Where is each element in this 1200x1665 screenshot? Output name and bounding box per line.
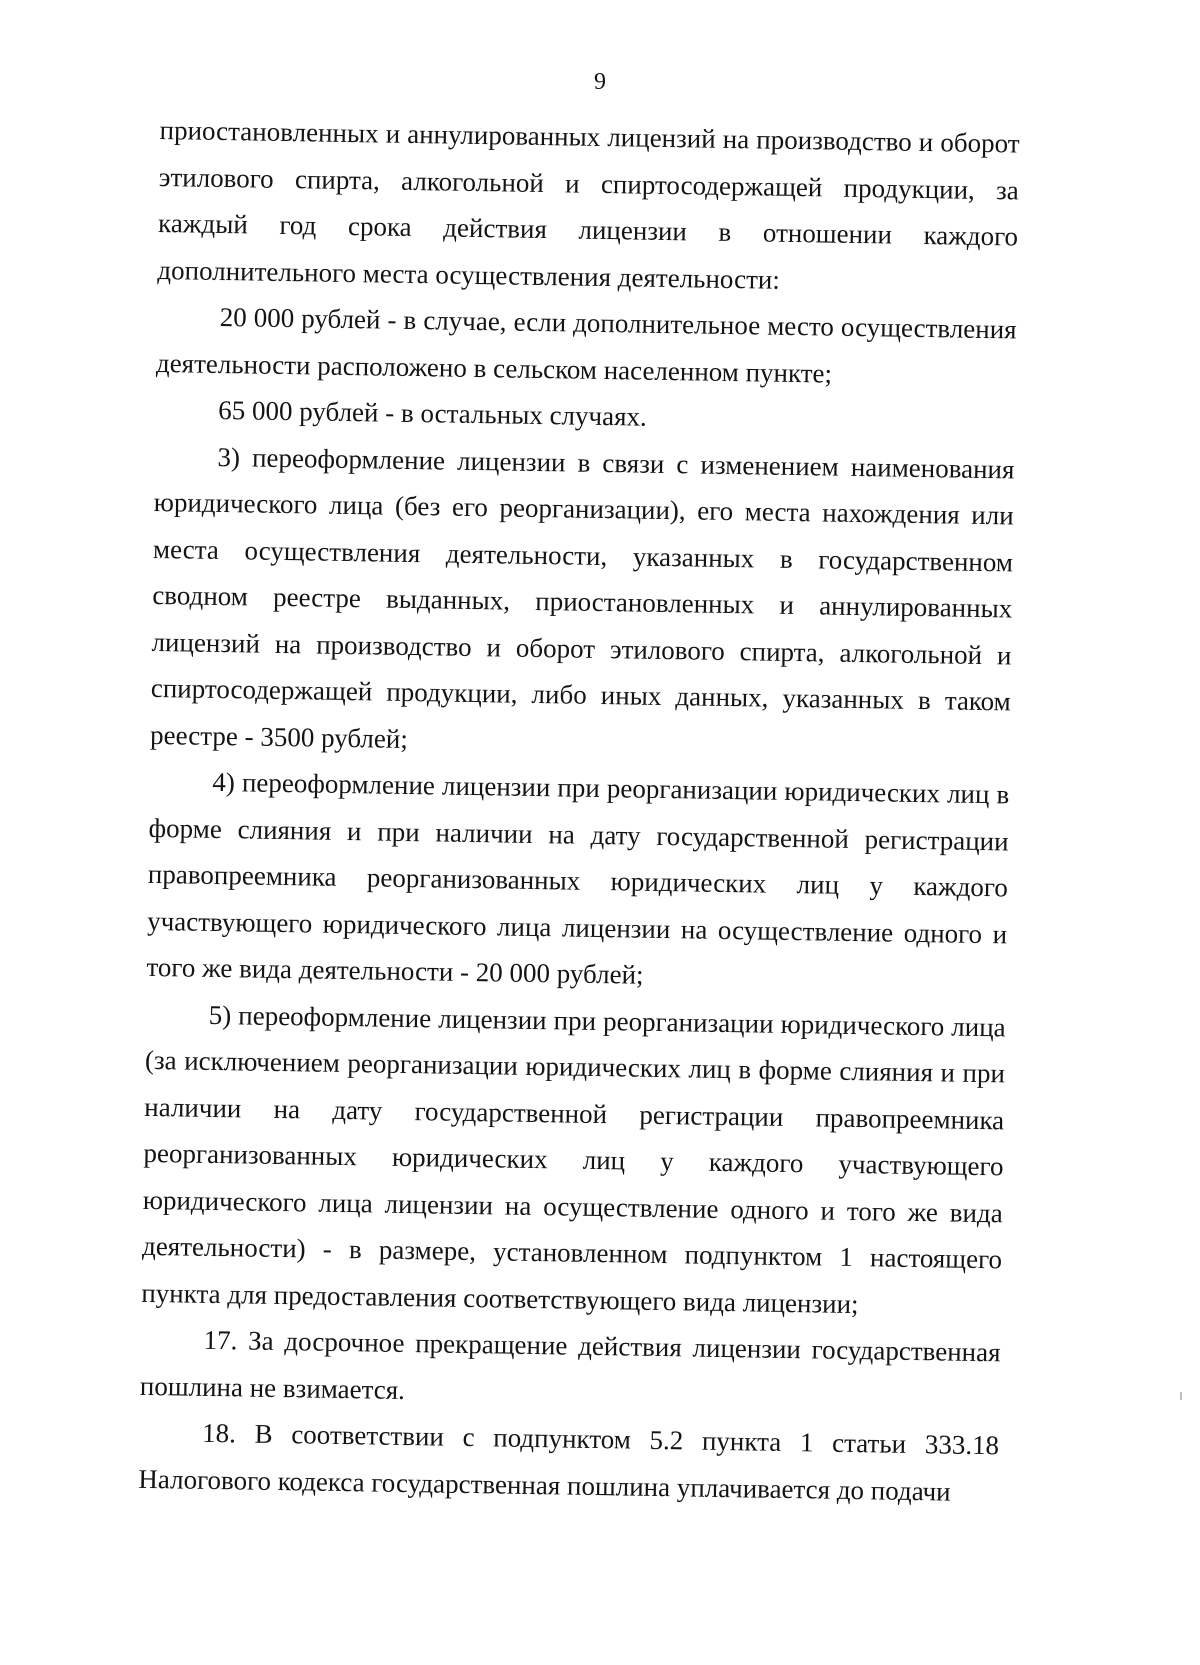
paragraph-item-4: 4) переоформление лицензии при реорганизации юридических лиц в форме слияния и при наличии на дату государственной регистрации правопреемника реорганизованных юридических лиц у каждого участвующего юридического лица лицензии на осуществление одного и того же вида деятельности - 20 000 рублей; xyxy=(146,766,1010,990)
page-number: 9 xyxy=(594,69,606,95)
paragraph-continuation: приостановленных и аннулированных лицензий на производство и оборот этилового спирта, алкогольной и спиртосодержащей продукции, за каждый год срока действия лицензии в отношении каждого дополнительного места осуществления деятельности: xyxy=(157,114,1020,295)
document-body xyxy=(138,107,1020,1515)
paragraph-item-3: 3) переоформление лицензии в связи с изменением наименования юридического лица (без его реорганизации), его места нахождения или места осуществления деятельности, указанных в государственном сводном реестре выданных, приостановленных и аннулированных лицензий на производство и оборот этилового спирта, алкогольной и спиртосодержащей продукции, либо иных данных, указанных в таком реестре - 3500 рублей; xyxy=(149,441,1015,754)
paragraph-clause-17: 17. За досрочное прекращение действия лицензии государственная пошлина не взимается. xyxy=(139,1324,1001,1405)
paragraph-clause-18: 18. В соответствии с подпунктом 5.2 пункта 1 статьи 333.18 Налогового кодекса государственная пошлина уплачивается до подачи xyxy=(138,1417,1000,1507)
paragraph-item-5: 5) переоформление лицензии при реорганизации юридического лица (за исключением реорганизации юридических лиц в форме слияния и при наличии на дату государственной регистрации правопреемника реорганизованных юридических лиц у каждого участвующего юридического лица лицензии на осуществление одного и того же вида деятельности) - в размере, установленном подпунктом 1 настоящего пункта для предоставления соответствующего вида лицензии; xyxy=(141,999,1006,1319)
paragraph-other-cases-fee: 65 000 рублей - в остальных случаях. xyxy=(218,394,648,432)
paragraph-rural-fee: 20 000 рублей - в случае, если дополнительное место осуществления деятельности расположено в сельском населенном пункте; xyxy=(155,301,1017,389)
scan-edge-mark xyxy=(1180,1392,1182,1400)
